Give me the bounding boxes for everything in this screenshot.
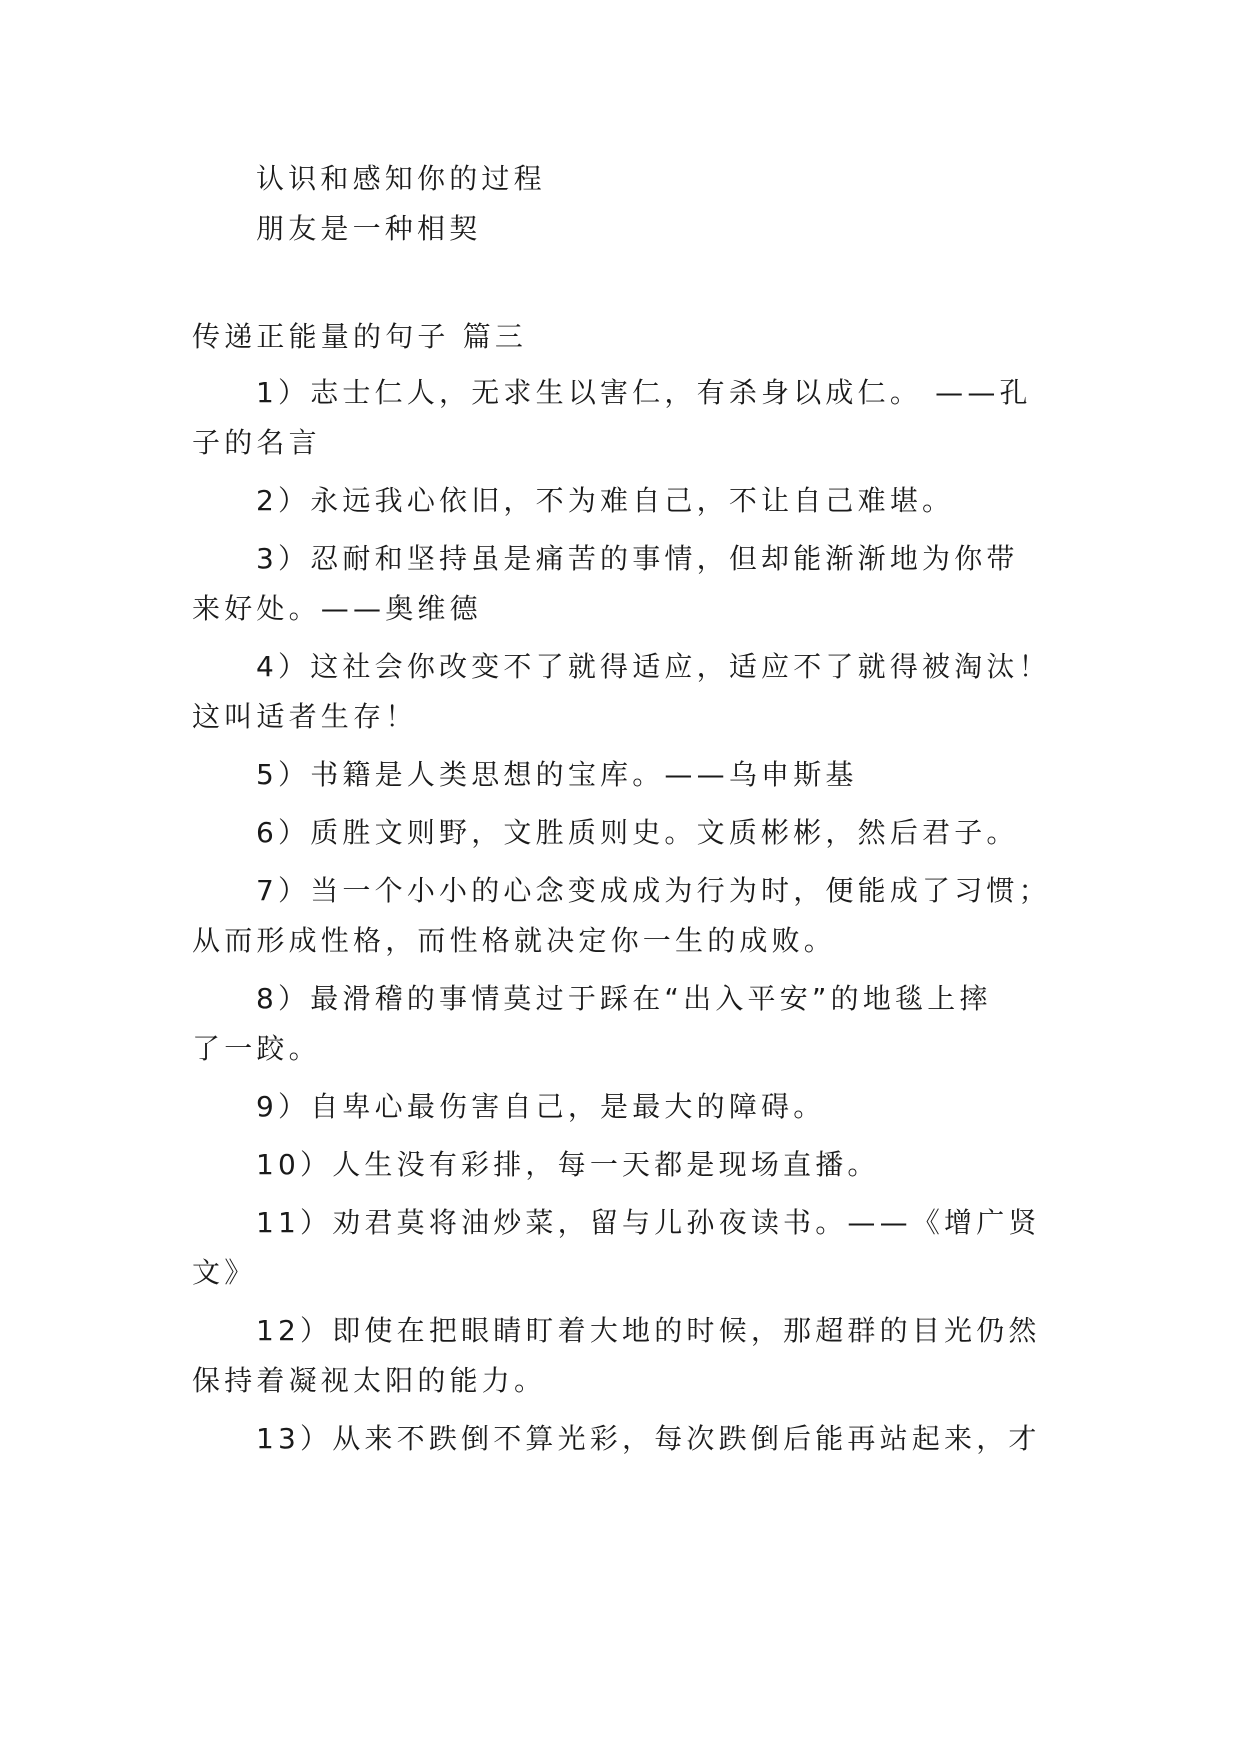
list-item-line: 4）这社会你改变不了就得适应，适应不了就得被淘汰！ [256, 650, 1051, 683]
section-spacer [192, 254, 1052, 312]
list-item-line: 2）永远我心依旧，不为难自己，不让自己难堪。 [256, 484, 955, 517]
quote-list [192, 368, 1052, 1464]
list-item-line: 这叫适者生存！ [192, 700, 418, 733]
list-item [192, 974, 1052, 1074]
list-item-line: 9）自卑心最伤害自己，是最大的障碍。 [256, 1090, 826, 1123]
list-item [192, 866, 1052, 966]
list-item [192, 368, 1052, 468]
list-item [192, 642, 1052, 742]
list-item [192, 476, 1052, 526]
list-item-line: 3）忍耐和坚持虽是痛苦的事情，但却能渐渐地为你带 [256, 542, 1019, 575]
poem-block [192, 154, 1052, 254]
list-item-line: 子的名言 [192, 426, 321, 459]
list-item [192, 750, 1052, 800]
list-item-line: 1）志士仁人，无求生以害仁，有杀身以成仁。 ——孔 [256, 376, 1032, 409]
list-item-line: 7）当一个小小的心念变成成为行为时，便能成了习惯； [256, 874, 1051, 907]
list-item-line: 8）最滑稽的事情莫过于踩在“出入平安”的地毯上摔 [256, 982, 992, 1015]
list-item-line: 10）人生没有彩排，每一天都是现场直播。 [256, 1148, 880, 1181]
list-item-line: 11）劝君莫将油炒菜，留与儿孙夜读书。——《增广贤 [256, 1206, 1041, 1239]
list-item-line: 保持着凝视太阳的能力。 [192, 1364, 547, 1397]
list-item [192, 1306, 1052, 1406]
list-item [192, 1198, 1052, 1298]
list-item-line: 5）书籍是人类思想的宝库。——乌申斯基 [256, 758, 858, 791]
section-heading: 传递正能量的句子 篇三 [192, 320, 528, 353]
poem-line: 认识和感知你的过程 [256, 162, 546, 195]
poem-line: 朋友是一种相契 [256, 212, 482, 245]
document-body [192, 154, 1052, 1472]
list-item-line: 12）即使在把眼睛盯着大地的时候，那超群的目光仍然 [256, 1314, 1041, 1347]
list-item-line: 来好处。——奥维德 [192, 592, 482, 625]
list-item [192, 1140, 1052, 1190]
list-item-line: 了一跤。 [192, 1032, 321, 1065]
list-item-line: 从而形成性格，而性格就决定你一生的成败。 [192, 924, 837, 957]
list-item-line: 6）质胜文则野，文胜质则史。文质彬彬，然后君子。 [256, 816, 1019, 849]
list-item [192, 534, 1052, 634]
list-item [192, 1082, 1052, 1132]
list-item-line: 13）从来不跌倒不算光彩，每次跌倒后能再站起来，才 [256, 1422, 1041, 1455]
list-item [192, 808, 1052, 858]
list-item-line: 文》 [192, 1256, 257, 1289]
list-item [192, 1414, 1052, 1464]
